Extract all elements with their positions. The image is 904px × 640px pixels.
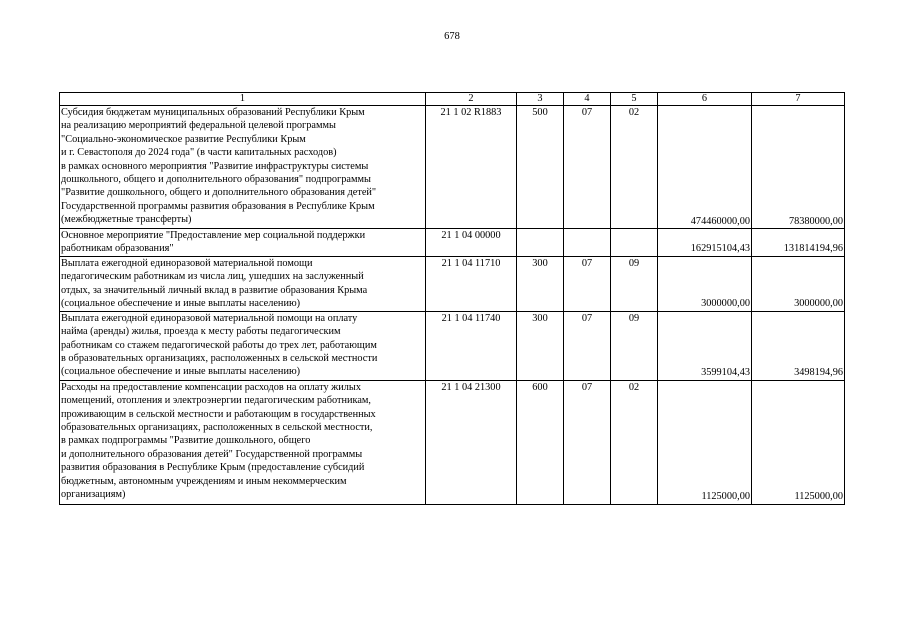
row-col3: 300 [517,311,564,380]
table-header-row [60,93,845,106]
row-col4: 07 [564,311,611,380]
table-row [60,229,845,257]
row-amount-7: 78380000,00 [752,106,845,229]
column-header: 6 [658,93,752,106]
row-amount-6: 162915104,43 [658,229,752,257]
row-col5: 09 [611,256,658,311]
row-code: 21 1 04 11710 [426,256,517,311]
budget-table [59,92,845,505]
row-col3: 600 [517,380,564,504]
column-header: 4 [564,93,611,106]
row-description: Основное мероприятие "Предоставление мер социальной поддержки работникам образования" [60,229,426,257]
row-description: Субсидия бюджетам муниципальных образований Республики Крым на реализацию мероприятий федеральной целевой программы "Социально-экономическое развитие Республики Крым и г. Севастополя до 2024 года" (в части капитальных расходов) в рамках основного мероприятия "Развитие инфраструктуры системы дошкольного, общего и дополнительного образования" подпрограммы "Развитие дошкольного, общего и дополнительного образования детей" Государственной программы развития образования в Республике Крым (межбюджетные трансферты) [60,106,426,229]
page-number: 678 [444,31,460,42]
row-amount-7: 3498194,96 [752,311,845,380]
row-code: 21 1 04 21300 [426,380,517,504]
row-col5: 09 [611,311,658,380]
row-amount-6: 3000000,00 [658,256,752,311]
row-amount-6: 474460000,00 [658,106,752,229]
row-code: 21 1 04 11740 [426,311,517,380]
row-col4: 07 [564,380,611,504]
row-amount-7: 3000000,00 [752,256,845,311]
row-col3: 500 [517,106,564,229]
table-row [60,380,845,504]
row-code: 21 1 04 00000 [426,229,517,257]
row-description: Расходы на предоставление компенсации расходов на оплату жилых помещений, отопления и электроэнергии педагогическим работникам, проживающим в сельской местности и работающим в государственных образовательных организациях, расположенных в сельской местности, в рамках подпрограммы "Развитие дошкольного, общего и дополнительного образования детей" Государственной программы развития образования в Республике Крым (предоставление субсидий бюджетным, автономным учреждениям и иным некоммерческим организациям) [60,380,426,504]
table-row [60,106,845,229]
row-col5 [611,229,658,257]
row-col5: 02 [611,380,658,504]
row-col3 [517,229,564,257]
row-col4: 07 [564,256,611,311]
column-header: 3 [517,93,564,106]
row-description: Выплата ежегодной единоразовой материальной помощи педагогическим работникам из числа лиц, ушедших на заслуженный отдых, за значительный личный вклад в развитие образования Крыма (социальное обеспечение и иные выплаты населению) [60,256,426,311]
column-header: 5 [611,93,658,106]
table-row [60,256,845,311]
row-amount-6: 3599104,43 [658,311,752,380]
row-amount-6: 1125000,00 [658,380,752,504]
row-amount-7: 1125000,00 [752,380,845,504]
row-col3: 300 [517,256,564,311]
column-header: 1 [60,93,426,106]
row-col4 [564,229,611,257]
column-header: 7 [752,93,845,106]
row-code: 21 1 02 R1883 [426,106,517,229]
row-col5: 02 [611,106,658,229]
column-header: 2 [426,93,517,106]
row-amount-7: 131814194,96 [752,229,845,257]
row-col4: 07 [564,106,611,229]
table-row [60,311,845,380]
row-description: Выплата ежегодной единоразовой материальной помощи на оплату найма (аренды) жилья, проезда к месту работы педагогическим работникам со стажем педагогической работы до трех лет, работающим в образовательных организациях, расположенных в сельской местности (социальное обеспечение и иные выплаты населению) [60,311,426,380]
